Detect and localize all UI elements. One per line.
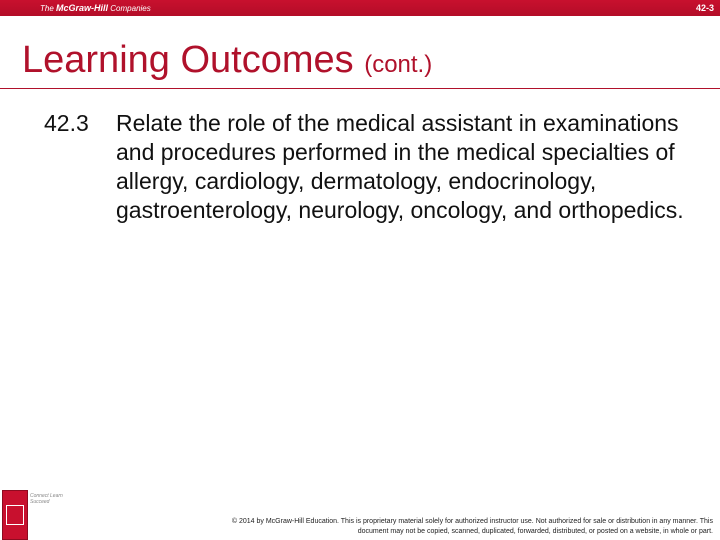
publisher-brand: McGraw-Hill — [56, 3, 109, 13]
slide-title-main: Learning Outcomes — [22, 39, 354, 81]
slide-title — [22, 38, 432, 87]
header-bar — [0, 0, 720, 16]
copyright-notice: © 2014 by McGraw-Hill Education. This is proprietary material solely for authorized instructor use. Not authorized for sale or distribution in any manner. This document may not be copied, scanned, duplicated, forwarded, distributed, or posted on a website, in whole or part. — [231, 518, 713, 535]
title-divider — [0, 88, 720, 89]
slide-number: 42-3 — [695, 3, 714, 13]
slide-title-suffix: (cont.) — [364, 51, 433, 78]
learning-outcome — [44, 109, 684, 225]
publisher-name — [40, 1, 151, 15]
outcome-text: Relate the role of the medical assistant in examinations and procedures performed in the medical specialties of allergy, cardiology, dermatology, endocrinology, gastroenterology, neurology, oncology, and orthopedics. — [116, 110, 684, 223]
outcome-number: 42.3 — [44, 110, 89, 136]
publisher-prefix: The — [40, 4, 54, 13]
publisher-logo — [2, 490, 28, 540]
publisher-tagline: Connect Learn Succeed — [30, 493, 63, 505]
publisher-suffix: Companies — [110, 4, 151, 13]
logo-mark-icon — [6, 505, 24, 525]
